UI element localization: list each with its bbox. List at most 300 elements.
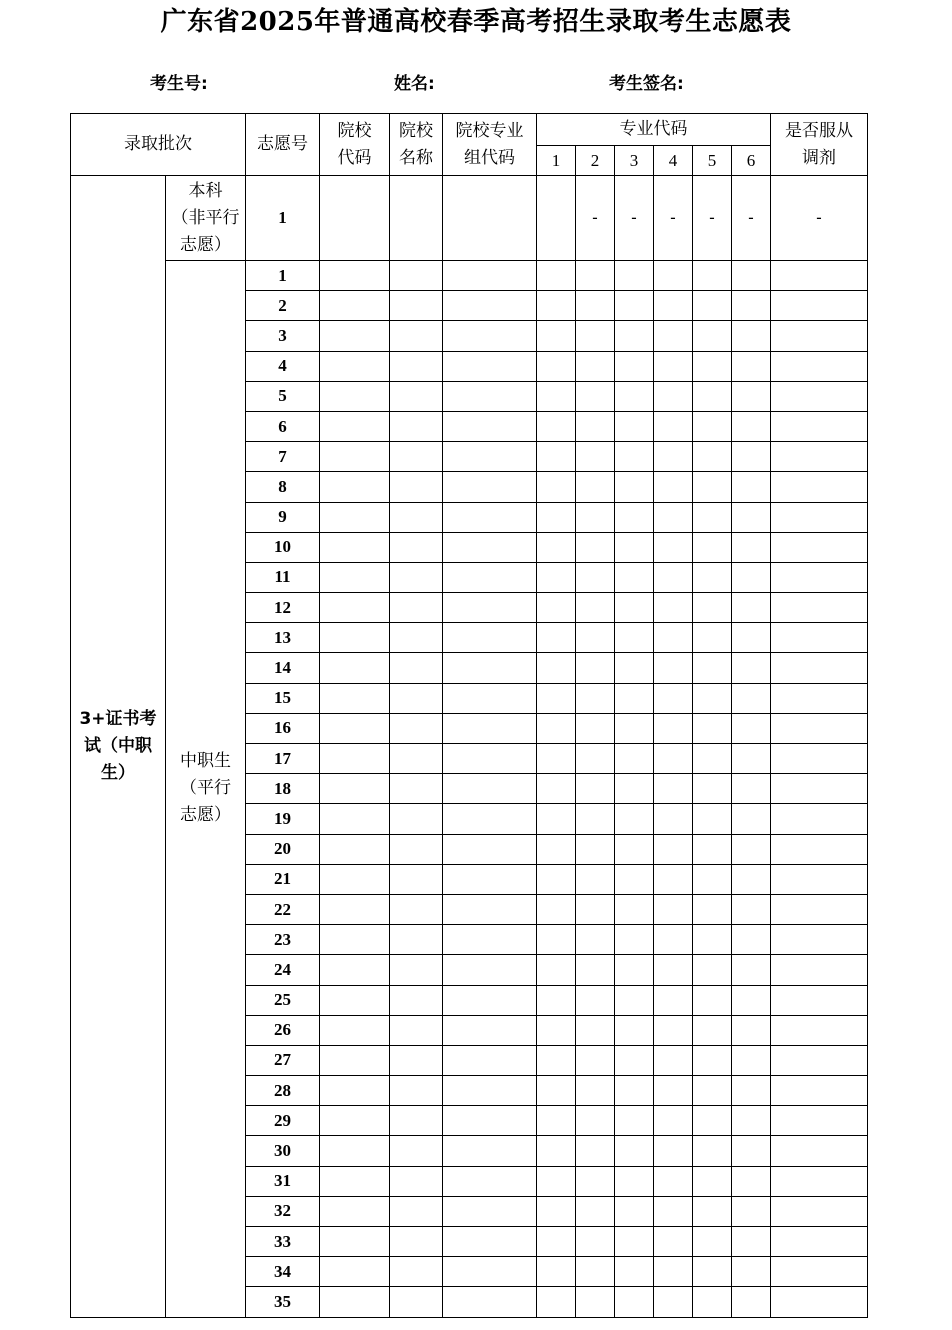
adjust-cell[interactable] — [771, 502, 868, 532]
major-6-cell[interactable] — [732, 1106, 771, 1136]
major-2-cell[interactable] — [576, 985, 615, 1015]
major-4-cell[interactable] — [654, 562, 693, 592]
major-5-cell[interactable] — [693, 472, 732, 502]
major-5-cell[interactable] — [693, 1166, 732, 1196]
major-3-cell[interactable] — [615, 623, 654, 653]
school-name-cell[interactable] — [390, 593, 443, 623]
major-2-cell[interactable] — [576, 472, 615, 502]
major-2-cell[interactable] — [576, 1106, 615, 1136]
major-3-cell[interactable] — [615, 351, 654, 381]
major-5-cell[interactable] — [693, 894, 732, 924]
school-name-cell[interactable] — [390, 683, 443, 713]
adjust-cell[interactable] — [771, 894, 868, 924]
major-4-cell[interactable] — [654, 623, 693, 653]
major-4-cell[interactable] — [654, 442, 693, 472]
major-3-cell[interactable] — [615, 472, 654, 502]
major-3-cell[interactable] — [615, 593, 654, 623]
major-2-cell[interactable] — [576, 562, 615, 592]
adjust-cell[interactable] — [771, 1166, 868, 1196]
major-6-cell[interactable] — [732, 351, 771, 381]
group-code-cell[interactable] — [443, 985, 537, 1015]
group-code-cell[interactable] — [443, 1257, 537, 1287]
major-6-cell[interactable] — [732, 532, 771, 562]
adjust-cell[interactable] — [771, 713, 868, 743]
adjust-cell[interactable] — [771, 442, 868, 472]
major-6-cell[interactable] — [732, 1257, 771, 1287]
adjust-cell[interactable] — [771, 1257, 868, 1287]
major-3-cell[interactable] — [615, 1227, 654, 1257]
major-6-cell[interactable] — [732, 955, 771, 985]
school-name-cell[interactable] — [390, 713, 443, 743]
major-6-cell[interactable] — [732, 442, 771, 472]
adjust-cell[interactable] — [771, 1136, 868, 1166]
group-code-cell[interactable] — [443, 593, 537, 623]
group-code-cell[interactable] — [443, 1106, 537, 1136]
major-6-cell[interactable] — [732, 1015, 771, 1045]
major-2-cell[interactable] — [576, 442, 615, 472]
group-code-cell[interactable] — [443, 925, 537, 955]
school-name-cell[interactable] — [390, 502, 443, 532]
school-code-cell[interactable] — [320, 351, 390, 381]
school-code-cell[interactable] — [320, 472, 390, 502]
major-2-cell[interactable] — [576, 502, 615, 532]
major-4-cell[interactable] — [654, 1136, 693, 1166]
school-code-cell[interactable] — [320, 955, 390, 985]
major-6-cell[interactable] — [732, 985, 771, 1015]
major-3-cell[interactable] — [615, 1257, 654, 1287]
major-4-cell[interactable] — [654, 1045, 693, 1075]
adjust-cell[interactable] — [771, 834, 868, 864]
major-5-cell[interactable] — [693, 864, 732, 894]
major-4-cell[interactable] — [654, 653, 693, 683]
major-6-cell[interactable] — [732, 593, 771, 623]
major-1-cell[interactable] — [537, 562, 576, 592]
major-4-cell[interactable] — [654, 1196, 693, 1226]
adjust-cell[interactable] — [771, 291, 868, 321]
major-5-cell[interactable] — [693, 321, 732, 351]
school-name-cell[interactable] — [390, 381, 443, 411]
group-code-cell[interactable] — [443, 562, 537, 592]
group-code-cell[interactable] — [443, 1227, 537, 1257]
group-code-cell[interactable] — [443, 955, 537, 985]
group-code-cell[interactable] — [443, 411, 537, 441]
adjust-cell[interactable] — [771, 955, 868, 985]
major-2-cell[interactable] — [576, 713, 615, 743]
major-5-cell[interactable] — [693, 955, 732, 985]
major-2-cell[interactable] — [576, 774, 615, 804]
major-2-cell[interactable] — [576, 351, 615, 381]
school-name-cell[interactable] — [390, 804, 443, 834]
adjust-cell[interactable] — [771, 985, 868, 1015]
major-5-cell[interactable] — [693, 1106, 732, 1136]
major-5-cell[interactable] — [693, 834, 732, 864]
group-code-cell[interactable] — [443, 472, 537, 502]
major-3-cell[interactable] — [615, 1136, 654, 1166]
school-code-cell[interactable] — [320, 261, 390, 291]
major-6-cell[interactable] — [732, 683, 771, 713]
major-1-cell[interactable] — [537, 351, 576, 381]
group-code-cell[interactable] — [443, 261, 537, 291]
group-code-cell[interactable] — [443, 1015, 537, 1045]
major-2-cell[interactable] — [576, 864, 615, 894]
major-3-cell[interactable] — [615, 955, 654, 985]
major-3-cell[interactable] — [615, 1045, 654, 1075]
major-4-cell[interactable] — [654, 532, 693, 562]
adjust-cell[interactable] — [771, 532, 868, 562]
major-6-cell[interactable] — [732, 1287, 771, 1317]
school-code-cell[interactable] — [320, 442, 390, 472]
major-5-cell[interactable] — [693, 381, 732, 411]
major-5-cell[interactable] — [693, 291, 732, 321]
major-2-cell[interactable] — [576, 894, 615, 924]
group-code-cell[interactable] — [443, 864, 537, 894]
major-1-cell[interactable] — [537, 925, 576, 955]
school-name-cell[interactable] — [390, 1076, 443, 1106]
major-4-cell[interactable] — [654, 1287, 693, 1317]
major-4-cell[interactable] — [654, 351, 693, 381]
major-2-cell[interactable] — [576, 291, 615, 321]
major-4-cell[interactable] — [654, 321, 693, 351]
major-3-cell[interactable] — [615, 834, 654, 864]
school-code-cell[interactable] — [320, 804, 390, 834]
school-code-cell[interactable] — [320, 502, 390, 532]
major-3-cell[interactable] — [615, 713, 654, 743]
major-5-cell[interactable] — [693, 502, 732, 532]
undergrad-school-name-cell[interactable] — [390, 176, 443, 261]
school-name-cell[interactable] — [390, 1045, 443, 1075]
major-6-cell[interactable] — [732, 502, 771, 532]
school-code-cell[interactable] — [320, 623, 390, 653]
school-name-cell[interactable] — [390, 1015, 443, 1045]
school-code-cell[interactable] — [320, 653, 390, 683]
school-code-cell[interactable] — [320, 1287, 390, 1317]
major-2-cell[interactable] — [576, 744, 615, 774]
major-2-cell[interactable] — [576, 321, 615, 351]
school-code-cell[interactable] — [320, 834, 390, 864]
major-6-cell[interactable] — [732, 713, 771, 743]
major-6-cell[interactable] — [732, 1045, 771, 1075]
group-code-cell[interactable] — [443, 713, 537, 743]
school-code-cell[interactable] — [320, 532, 390, 562]
school-name-cell[interactable] — [390, 1106, 443, 1136]
adjust-cell[interactable] — [771, 562, 868, 592]
major-5-cell[interactable] — [693, 1227, 732, 1257]
major-3-cell[interactable] — [615, 894, 654, 924]
major-6-cell[interactable] — [732, 1227, 771, 1257]
major-5-cell[interactable] — [693, 1196, 732, 1226]
major-5-cell[interactable] — [693, 1136, 732, 1166]
major-2-cell[interactable] — [576, 955, 615, 985]
major-4-cell[interactable] — [654, 1227, 693, 1257]
major-3-cell[interactable] — [615, 321, 654, 351]
school-code-cell[interactable] — [320, 1136, 390, 1166]
major-4-cell[interactable] — [654, 502, 693, 532]
major-2-cell[interactable] — [576, 532, 615, 562]
major-6-cell[interactable] — [732, 774, 771, 804]
group-code-cell[interactable] — [443, 1136, 537, 1166]
major-1-cell[interactable] — [537, 1257, 576, 1287]
major-3-cell[interactable] — [615, 442, 654, 472]
major-3-cell[interactable] — [615, 1015, 654, 1045]
school-name-cell[interactable] — [390, 532, 443, 562]
major-4-cell[interactable] — [654, 472, 693, 502]
major-1-cell[interactable] — [537, 774, 576, 804]
major-5-cell[interactable] — [693, 985, 732, 1015]
school-name-cell[interactable] — [390, 774, 443, 804]
major-1-cell[interactable] — [537, 1106, 576, 1136]
school-code-cell[interactable] — [320, 1045, 390, 1075]
major-2-cell[interactable] — [576, 1136, 615, 1166]
major-2-cell[interactable] — [576, 411, 615, 441]
major-4-cell[interactable] — [654, 1166, 693, 1196]
major-3-cell[interactable] — [615, 291, 654, 321]
major-3-cell[interactable] — [615, 864, 654, 894]
adjust-cell[interactable] — [771, 653, 868, 683]
major-2-cell[interactable] — [576, 1257, 615, 1287]
adjust-cell[interactable] — [771, 411, 868, 441]
school-name-cell[interactable] — [390, 321, 443, 351]
major-1-cell[interactable] — [537, 985, 576, 1015]
group-code-cell[interactable] — [443, 683, 537, 713]
group-code-cell[interactable] — [443, 1166, 537, 1196]
major-1-cell[interactable] — [537, 1045, 576, 1075]
major-1-cell[interactable] — [537, 1166, 576, 1196]
major-2-cell[interactable] — [576, 1015, 615, 1045]
major-2-cell[interactable] — [576, 381, 615, 411]
major-4-cell[interactable] — [654, 411, 693, 441]
major-1-cell[interactable] — [537, 291, 576, 321]
major-6-cell[interactable] — [732, 804, 771, 834]
school-name-cell[interactable] — [390, 1287, 443, 1317]
major-4-cell[interactable] — [654, 925, 693, 955]
school-name-cell[interactable] — [390, 985, 443, 1015]
school-name-cell[interactable] — [390, 1166, 443, 1196]
major-6-cell[interactable] — [732, 894, 771, 924]
major-3-cell[interactable] — [615, 411, 654, 441]
major-6-cell[interactable] — [732, 653, 771, 683]
adjust-cell[interactable] — [771, 1196, 868, 1226]
major-6-cell[interactable] — [732, 1196, 771, 1226]
major-1-cell[interactable] — [537, 744, 576, 774]
adjust-cell[interactable] — [771, 864, 868, 894]
adjust-cell[interactable] — [771, 351, 868, 381]
school-code-cell[interactable] — [320, 321, 390, 351]
major-1-cell[interactable] — [537, 1196, 576, 1226]
group-code-cell[interactable] — [443, 744, 537, 774]
adjust-cell[interactable] — [771, 472, 868, 502]
group-code-cell[interactable] — [443, 623, 537, 653]
school-name-cell[interactable] — [390, 1227, 443, 1257]
major-1-cell[interactable] — [537, 261, 576, 291]
major-4-cell[interactable] — [654, 261, 693, 291]
school-code-cell[interactable] — [320, 1166, 390, 1196]
major-4-cell[interactable] — [654, 593, 693, 623]
school-code-cell[interactable] — [320, 925, 390, 955]
adjust-cell[interactable] — [771, 1076, 868, 1106]
major-1-cell[interactable] — [537, 1227, 576, 1257]
major-3-cell[interactable] — [615, 804, 654, 834]
major-1-cell[interactable] — [537, 894, 576, 924]
major-3-cell[interactable] — [615, 683, 654, 713]
major-1-cell[interactable] — [537, 472, 576, 502]
major-3-cell[interactable] — [615, 774, 654, 804]
major-1-cell[interactable] — [537, 1136, 576, 1166]
school-name-cell[interactable] — [390, 562, 443, 592]
adjust-cell[interactable] — [771, 804, 868, 834]
school-code-cell[interactable] — [320, 562, 390, 592]
major-2-cell[interactable] — [576, 1227, 615, 1257]
major-6-cell[interactable] — [732, 472, 771, 502]
major-2-cell[interactable] — [576, 261, 615, 291]
major-4-cell[interactable] — [654, 291, 693, 321]
major-3-cell[interactable] — [615, 1166, 654, 1196]
major-2-cell[interactable] — [576, 1166, 615, 1196]
major-5-cell[interactable] — [693, 1287, 732, 1317]
group-code-cell[interactable] — [443, 351, 537, 381]
adjust-cell[interactable] — [771, 261, 868, 291]
adjust-cell[interactable] — [771, 1106, 868, 1136]
school-code-cell[interactable] — [320, 411, 390, 441]
school-code-cell[interactable] — [320, 1196, 390, 1226]
major-1-cell[interactable] — [537, 411, 576, 441]
major-5-cell[interactable] — [693, 683, 732, 713]
school-name-cell[interactable] — [390, 1196, 443, 1226]
adjust-cell[interactable] — [771, 1227, 868, 1257]
group-code-cell[interactable] — [443, 291, 537, 321]
major-1-cell[interactable] — [537, 442, 576, 472]
major-5-cell[interactable] — [693, 623, 732, 653]
major-1-cell[interactable] — [537, 683, 576, 713]
school-name-cell[interactable] — [390, 472, 443, 502]
adjust-cell[interactable] — [771, 623, 868, 653]
group-code-cell[interactable] — [443, 653, 537, 683]
school-code-cell[interactable] — [320, 1227, 390, 1257]
major-3-cell[interactable] — [615, 502, 654, 532]
major-3-cell[interactable] — [615, 1196, 654, 1226]
major-3-cell[interactable] — [615, 653, 654, 683]
group-code-cell[interactable] — [443, 804, 537, 834]
school-name-cell[interactable] — [390, 1136, 443, 1166]
major-5-cell[interactable] — [693, 1076, 732, 1106]
school-code-cell[interactable] — [320, 1015, 390, 1045]
school-name-cell[interactable] — [390, 864, 443, 894]
school-code-cell[interactable] — [320, 774, 390, 804]
school-name-cell[interactable] — [390, 834, 443, 864]
group-code-cell[interactable] — [443, 321, 537, 351]
major-1-cell[interactable] — [537, 804, 576, 834]
school-name-cell[interactable] — [390, 955, 443, 985]
school-code-cell[interactable] — [320, 894, 390, 924]
major-3-cell[interactable] — [615, 562, 654, 592]
major-4-cell[interactable] — [654, 955, 693, 985]
major-6-cell[interactable] — [732, 1166, 771, 1196]
major-5-cell[interactable] — [693, 351, 732, 381]
major-6-cell[interactable] — [732, 925, 771, 955]
school-name-cell[interactable] — [390, 291, 443, 321]
major-4-cell[interactable] — [654, 1076, 693, 1106]
school-code-cell[interactable] — [320, 381, 390, 411]
major-4-cell[interactable] — [654, 834, 693, 864]
major-5-cell[interactable] — [693, 744, 732, 774]
major-1-cell[interactable] — [537, 1076, 576, 1106]
adjust-cell[interactable] — [771, 381, 868, 411]
school-name-cell[interactable] — [390, 1257, 443, 1287]
major-4-cell[interactable] — [654, 1015, 693, 1045]
major-1-cell[interactable] — [537, 532, 576, 562]
major-5-cell[interactable] — [693, 1015, 732, 1045]
adjust-cell[interactable] — [771, 1045, 868, 1075]
major-1-cell[interactable] — [537, 623, 576, 653]
school-name-cell[interactable] — [390, 653, 443, 683]
adjust-cell[interactable] — [771, 1015, 868, 1045]
major-2-cell[interactable] — [576, 593, 615, 623]
school-code-cell[interactable] — [320, 985, 390, 1015]
major-5-cell[interactable] — [693, 713, 732, 743]
school-name-cell[interactable] — [390, 261, 443, 291]
group-code-cell[interactable] — [443, 1287, 537, 1317]
school-code-cell[interactable] — [320, 1106, 390, 1136]
school-code-cell[interactable] — [320, 1076, 390, 1106]
adjust-cell[interactable] — [771, 744, 868, 774]
major-2-cell[interactable] — [576, 623, 615, 653]
major-4-cell[interactable] — [654, 744, 693, 774]
major-2-cell[interactable] — [576, 1045, 615, 1075]
group-code-cell[interactable] — [443, 442, 537, 472]
major-2-cell[interactable] — [576, 925, 615, 955]
major-2-cell[interactable] — [576, 653, 615, 683]
school-code-cell[interactable] — [320, 744, 390, 774]
major-5-cell[interactable] — [693, 1257, 732, 1287]
group-code-cell[interactable] — [443, 381, 537, 411]
major-5-cell[interactable] — [693, 653, 732, 683]
school-code-cell[interactable] — [320, 713, 390, 743]
major-1-cell[interactable] — [537, 955, 576, 985]
major-5-cell[interactable] — [693, 774, 732, 804]
group-code-cell[interactable] — [443, 834, 537, 864]
school-code-cell[interactable] — [320, 683, 390, 713]
school-code-cell[interactable] — [320, 1257, 390, 1287]
major-2-cell[interactable] — [576, 683, 615, 713]
major-5-cell[interactable] — [693, 593, 732, 623]
major-4-cell[interactable] — [654, 1257, 693, 1287]
school-name-cell[interactable] — [390, 744, 443, 774]
major-2-cell[interactable] — [576, 1196, 615, 1226]
major-6-cell[interactable] — [732, 562, 771, 592]
major-6-cell[interactable] — [732, 381, 771, 411]
major-3-cell[interactable] — [615, 261, 654, 291]
major-6-cell[interactable] — [732, 864, 771, 894]
major-1-cell[interactable] — [537, 381, 576, 411]
major-4-cell[interactable] — [654, 381, 693, 411]
group-code-cell[interactable] — [443, 1196, 537, 1226]
major-2-cell[interactable] — [576, 1076, 615, 1106]
major-5-cell[interactable] — [693, 1045, 732, 1075]
major-5-cell[interactable] — [693, 804, 732, 834]
major-3-cell[interactable] — [615, 925, 654, 955]
adjust-cell[interactable] — [771, 683, 868, 713]
major-1-cell[interactable] — [537, 713, 576, 743]
adjust-cell[interactable] — [771, 593, 868, 623]
adjust-cell[interactable] — [771, 1287, 868, 1317]
adjust-cell[interactable] — [771, 925, 868, 955]
school-code-cell[interactable] — [320, 864, 390, 894]
major-3-cell[interactable] — [615, 532, 654, 562]
major-2-cell[interactable] — [576, 804, 615, 834]
major-3-cell[interactable] — [615, 985, 654, 1015]
major-4-cell[interactable] — [654, 713, 693, 743]
major-4-cell[interactable] — [654, 804, 693, 834]
school-name-cell[interactable] — [390, 623, 443, 653]
